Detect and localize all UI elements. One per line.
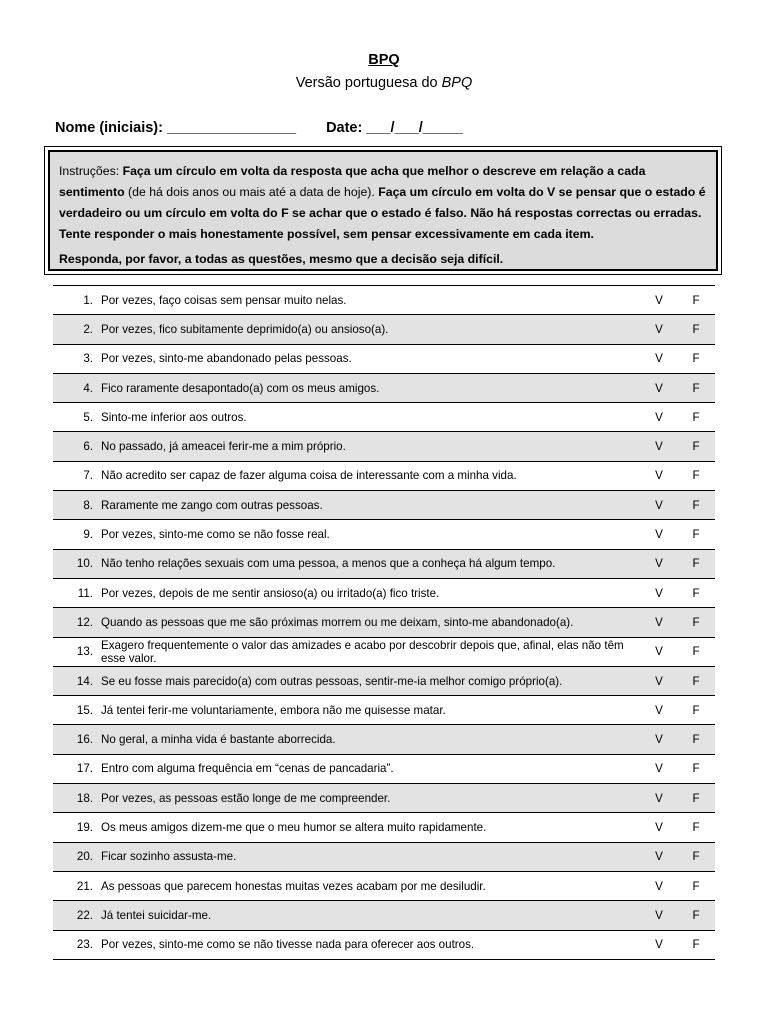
question-row (53, 696, 715, 725)
answer-v-option[interactable]: V (649, 461, 669, 490)
question-text: Exagero frequentemente o valor das amizades e acabo por descobrir depois que, afinal, elas não têm esse valor. (101, 637, 649, 666)
question-row (53, 784, 715, 813)
question-row (53, 403, 715, 432)
question-row (53, 637, 715, 666)
question-text: Por vezes, sinto-me como se não tivesse nada para oferecer aos outros. (101, 930, 649, 959)
questions-table (53, 285, 715, 960)
answer-v-option[interactable]: V (649, 578, 669, 607)
question-text: Não tenho relações sexuais com uma pessoa, a menos que a conheça há algum tempo. (101, 549, 649, 578)
question-text: No geral, a minha vida é bastante aborrecida. (101, 725, 649, 754)
answer-v-option[interactable]: V (649, 403, 669, 432)
question-number: 23. (53, 930, 101, 959)
answer-f-option[interactable]: F (686, 373, 706, 402)
question-row (53, 286, 715, 315)
answer-f-option[interactable]: F (686, 461, 706, 490)
answer-v-option[interactable]: V (649, 930, 669, 959)
question-row (53, 344, 715, 373)
question-text: Entro com alguma frequência em “cenas de pancadaria”. (101, 754, 649, 783)
question-row (53, 549, 715, 578)
answer-f-option[interactable]: F (686, 696, 706, 725)
question-row (53, 315, 715, 344)
question-number: 6. (53, 432, 101, 461)
answer-f-option[interactable]: F (686, 549, 706, 578)
answer-f-option[interactable]: F (686, 578, 706, 607)
answer-v-option[interactable]: V (649, 696, 669, 725)
question-text: Por vezes, as pessoas estão longe de me compreender. (101, 784, 649, 813)
answer-f-option[interactable]: F (686, 666, 706, 695)
question-number: 14. (53, 666, 101, 695)
question-text: Os meus amigos dizem-me que o meu humor se altera muito rapidamente. (101, 813, 649, 842)
question-text: Ficar sozinho assusta-me. (101, 842, 649, 871)
question-number: 13. (53, 637, 101, 666)
question-number: 3. (53, 344, 101, 373)
question-row (53, 608, 715, 637)
instructions-paragraph (59, 161, 707, 245)
question-text: Fico raramente desapontado(a) com os meus amigos. (101, 373, 649, 402)
question-number: 8. (53, 491, 101, 520)
question-text: Por vezes, faço coisas sem pensar muito nelas. (101, 286, 649, 315)
answer-v-option[interactable]: V (649, 608, 669, 637)
question-row (53, 491, 715, 520)
question-number: 21. (53, 871, 101, 900)
instructions-ask: Responda, por favor, a todas as questões, mesmo que a decisão seja difícil. (59, 252, 504, 266)
question-text: Por vezes, fico subitamente deprimido(a) ou ansioso(a). (101, 315, 649, 344)
answer-v-option[interactable]: V (649, 373, 669, 402)
answer-v-option[interactable]: V (649, 901, 669, 930)
answer-f-option[interactable]: F (686, 520, 706, 549)
answer-v-option[interactable]: V (649, 432, 669, 461)
question-number: 12. (53, 608, 101, 637)
answer-v-option[interactable]: V (649, 725, 669, 754)
question-number: 4. (53, 373, 101, 402)
question-text: Por vezes, sinto-me como se não fosse real. (101, 520, 649, 549)
question-text: Não acredito ser capaz de fazer alguma coisa de interessante com a minha vida. (101, 461, 649, 490)
answer-v-option[interactable]: V (649, 784, 669, 813)
answer-f-option[interactable]: F (686, 725, 706, 754)
name-field[interactable]: Nome (iniciais): ________________ (55, 120, 297, 136)
question-number: 19. (53, 813, 101, 842)
question-number: 11. (53, 578, 101, 607)
question-text: As pessoas que parecem honestas muitas vezes acabam por me desiludir. (101, 871, 649, 900)
answer-v-option[interactable]: V (649, 549, 669, 578)
answer-f-option[interactable]: F (686, 315, 706, 344)
instructions-part3: Faça um círculo em volta do V se pensar que o estado é verdadeiro ou um círculo em volta do F se achar que o estado é falso. Não há respostas correctas ou erradas. Tente responder o mais honestamente possível, sem pensar excessivamente em cada item. (59, 185, 706, 241)
answer-f-option[interactable]: F (686, 901, 706, 930)
question-text: Quando as pessoas que me são próximas morrem ou me deixam, sinto-me abandonado(a). (101, 608, 649, 637)
question-number: 5. (53, 403, 101, 432)
instructions-part2: (de há dois anos ou mais até a data de hoje). (124, 185, 379, 199)
subtitle-italic: BPQ (441, 75, 473, 91)
question-row (53, 842, 715, 871)
question-number: 22. (53, 901, 101, 930)
answer-f-option[interactable]: F (686, 432, 706, 461)
question-row (53, 901, 715, 930)
answer-f-option[interactable]: F (686, 784, 706, 813)
document-subtitle (0, 75, 768, 91)
subtitle-text: Versão portuguesa do (295, 75, 442, 91)
question-row (53, 871, 715, 900)
answer-f-option[interactable]: F (686, 930, 706, 959)
question-row (53, 432, 715, 461)
question-row (53, 725, 715, 754)
instructions-label: Instruções: (59, 164, 123, 178)
respondent-fields (55, 120, 463, 136)
instructions-part1: Faça um círculo em volta da resposta que acha que melhor o descreve em relação a cada sentimento (59, 164, 646, 199)
question-number: 16. (53, 725, 101, 754)
question-row (53, 930, 715, 959)
question-row (53, 813, 715, 842)
question-number: 20. (53, 842, 101, 871)
question-row (53, 578, 715, 607)
answer-v-option[interactable]: V (649, 842, 669, 871)
answer-f-option[interactable]: F (686, 286, 706, 315)
answer-f-option[interactable]: F (686, 344, 706, 373)
answer-f-option[interactable]: F (686, 608, 706, 637)
question-row (53, 461, 715, 490)
answer-v-option[interactable]: V (649, 754, 669, 783)
question-number: 17. (53, 754, 101, 783)
answer-f-option[interactable]: F (686, 403, 706, 432)
document-title: BPQ (368, 52, 400, 68)
question-number: 2. (53, 315, 101, 344)
question-row (53, 520, 715, 549)
answer-f-option[interactable]: F (686, 754, 706, 783)
question-text: Já tentei suicidar-me. (101, 901, 649, 930)
question-row (53, 754, 715, 783)
question-row (53, 666, 715, 695)
answer-v-option[interactable]: V (649, 315, 669, 344)
answer-f-option[interactable]: F (686, 871, 706, 900)
answer-v-option[interactable]: V (649, 286, 669, 315)
question-text: Raramente me zango com outras pessoas. (101, 491, 649, 520)
answer-v-option[interactable]: V (649, 520, 669, 549)
question-text: No passado, já ameacei ferir-me a mim próprio. (101, 432, 649, 461)
instructions-content (48, 150, 718, 271)
question-text: Por vezes, sinto-me abandonado pelas pessoas. (101, 344, 649, 373)
answer-f-option[interactable]: F (686, 813, 706, 842)
question-number: 1. (53, 286, 101, 315)
instructions-box (44, 146, 722, 275)
answer-v-option[interactable]: V (649, 813, 669, 842)
answer-v-option[interactable]: V (649, 344, 669, 373)
answer-v-option[interactable]: V (649, 666, 669, 695)
question-text: Já tentei ferir-me voluntariamente, embora não me quisesse matar. (101, 696, 649, 725)
question-row (53, 373, 715, 402)
answer-v-option[interactable]: V (649, 871, 669, 900)
question-number: 18. (53, 784, 101, 813)
date-field[interactable]: Date: ___/___/_____ (326, 120, 464, 136)
question-text: Se eu fosse mais parecido(a) com outras pessoas, sentir-me-ia melhor comigo próprio(a). (101, 666, 649, 695)
answer-f-option[interactable]: F (686, 491, 706, 520)
question-text: Sinto-me inferior aos outros. (101, 403, 649, 432)
answer-v-option[interactable]: V (649, 637, 669, 666)
question-text: Por vezes, depois de me sentir ansioso(a) ou irritado(a) fico triste. (101, 578, 649, 607)
question-number: 9. (53, 520, 101, 549)
answer-f-option[interactable]: F (686, 842, 706, 871)
question-number: 10. (53, 549, 101, 578)
question-number: 7. (53, 461, 101, 490)
answer-f-option[interactable]: F (686, 637, 706, 666)
answer-v-option[interactable]: V (649, 491, 669, 520)
question-number: 15. (53, 696, 101, 725)
